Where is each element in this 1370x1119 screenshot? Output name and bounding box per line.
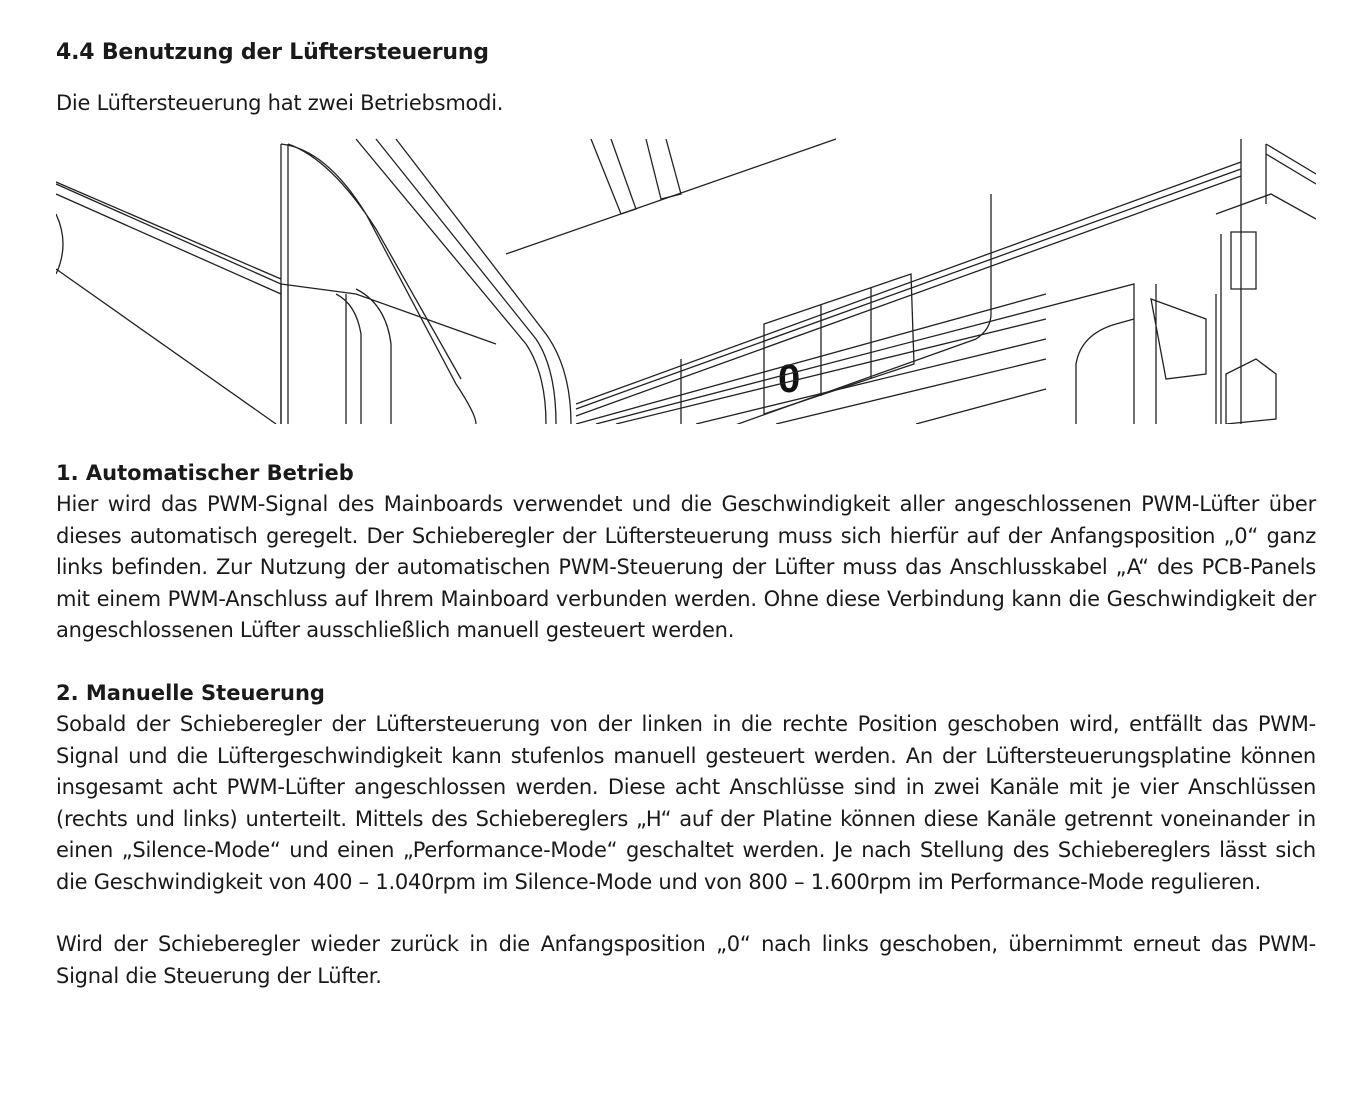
- left-panel-outline: [56, 182, 281, 424]
- section-automatic: [56, 458, 1316, 647]
- section-title: 1. Automatischer Betrieb: [56, 460, 354, 485]
- front-bezel-edge: [356, 139, 571, 424]
- section-manual: [56, 678, 1316, 899]
- case-pillar: [281, 144, 496, 424]
- section-text: Sobald der Schieberegler der Lüftersteuerung von der linken in die rechte Position geschoben wird, entfällt das PWM-Signal und die Lüftergeschwindigkeit kann stufenlos manuell gesteuert werden. An der Lüftersteuerungsplatine können insgesamt acht PWM-Lüfter angeschlossen werden. Diese acht Anschlüsse sind in zwei Kanäle mit je vier Anschlüssen (rechts und links) unterteilt. Mittels des Schiebereglers „H“ auf der Platine können diese Kanäle getrennt voneinander in einen „Silence-Mode“ und einen „Performance-Mode“ geschaltet werden. Je nach Stellung des Schiebereglers lässt sich die Geschwindigkeit von 400 – 1.040rpm im Silence-Mode und von 800 – 1.600rpm im Performance-Mode regulieren.: [56, 712, 1316, 894]
- side-bracket: [1076, 284, 1206, 424]
- vent-lines: [576, 284, 1134, 424]
- slider-position-label: 0: [778, 356, 801, 401]
- section-text: Hier wird das PWM-Signal des Mainboards verwendet und die Geschwindigkeit aller angeschlossenen PWM-Lüfter über dieses automatisch geregelt. Der Schieberegler der Lüftersteuerung muss sich hierfür auf der Anfangsposition „0“ ganz links befinden. Zur Nutzung der automatischen PWM-Steuerung der Lüfter muss das Anschlusskabel „A“ des PCB-Panels mit einem PWM-Anschluss auf Ihrem Mainboard verbunden werden. Ohne diese Verbindung kann die Geschwindigkeit der angeschlossenen Lüfter ausschließlich manuell gesteuert werden.: [56, 492, 1316, 642]
- closing-paragraph: Wird der Schieberegler wieder zurück in die Anfangsposition „0“ nach links geschoben, übernimmt erneut das PWM-Signal die Steuerung der Lüfter.: [56, 932, 1316, 988]
- intro-paragraph: Die Lüftersteuerung hat zwei Betriebsmodi.: [56, 91, 504, 115]
- fan-controller-illustration: [56, 134, 1316, 424]
- section-title: 2. Manuelle Steuerung: [56, 680, 325, 705]
- thumb-screw: [1226, 359, 1276, 424]
- io-module: [1216, 194, 1316, 424]
- top-slot: [591, 139, 681, 214]
- vent-grille: [56, 214, 63, 274]
- document-page: [56, 36, 1316, 992]
- section-heading: 4.4 Benutzung der Lüftersteuerung: [56, 40, 489, 65]
